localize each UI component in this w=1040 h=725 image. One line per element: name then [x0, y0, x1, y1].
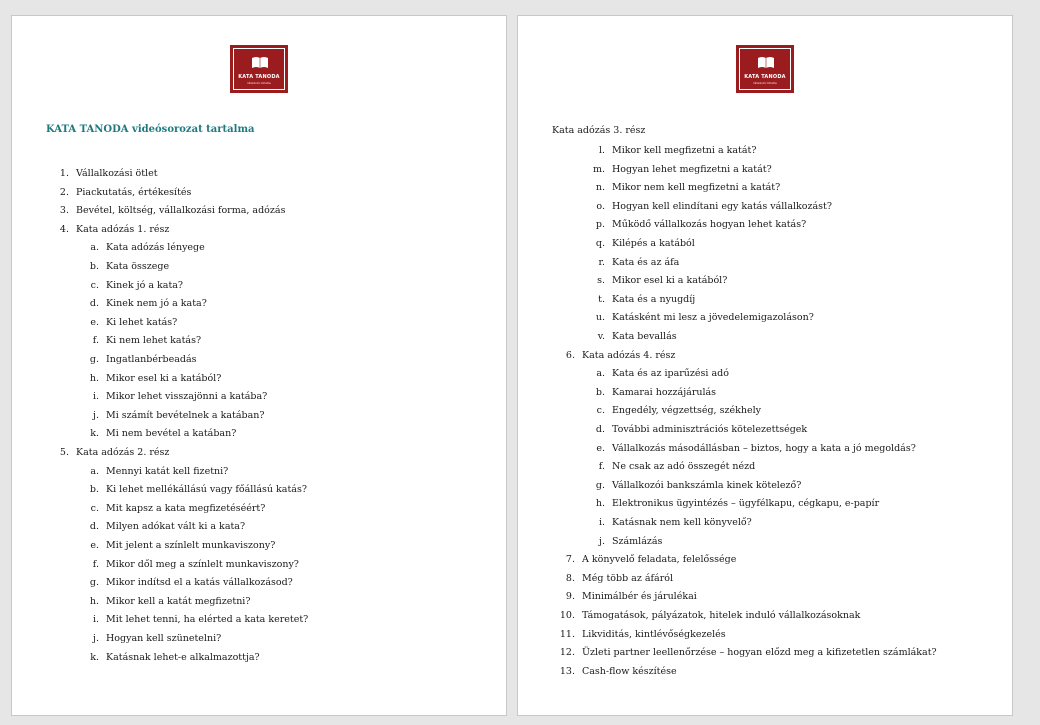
list-marker: 11. [559, 628, 575, 640]
book-icon [251, 56, 269, 69]
list-marker: 1. [59, 168, 69, 179]
list-item-text: Katásnak lehet-e alkalmazottja? [106, 651, 260, 663]
list-item-text: Likviditás, kintlévőségkezelés [582, 628, 726, 640]
list-item-text: Hogyan kell elindítani egy katás vállalkozást? [612, 200, 832, 212]
list-item-text: Támogatások, pályázatok, hitelek induló vállalkozásoknak [582, 610, 861, 621]
list-marker: a. [90, 465, 99, 477]
list-item-text: Kilépés a katából [612, 238, 695, 249]
list-marker: s. [597, 275, 605, 287]
list-item-text: Ingatlanbérbeadás [106, 354, 197, 365]
list-marker: d. [89, 298, 99, 310]
list-item-text: Még több az áfáról [582, 572, 674, 584]
list-marker: c. [90, 502, 99, 514]
list-item-text: Mikor dől meg a színlelt munkaviszony? [106, 558, 299, 570]
list-item-text: Mi számít bevételnek a katában? [106, 409, 265, 421]
list-item-text: Piackutatás, értékesítés [76, 186, 192, 198]
list-item-text: Kata összege [106, 261, 170, 272]
list-marker: u. [595, 312, 605, 324]
list-item-text: Mikor esel ki a katából? [106, 372, 222, 384]
list-marker: 8. [565, 572, 575, 584]
list-item-text: Kamarai hozzájárulás [612, 386, 717, 398]
list-item-text: Kata és az áfa [612, 256, 680, 268]
list-marker: g. [595, 479, 605, 491]
list-marker: f. [92, 558, 99, 570]
list-item-text: Hogyan lehet megfizetni a katát? [612, 163, 772, 175]
list-marker: e. [596, 442, 605, 454]
list-marker: 7. [565, 554, 575, 566]
list-item-text: Milyen adókat vált ki a kata? [106, 521, 246, 533]
list-item-text: Ki lehet mellékállású vagy főállású katás? [106, 484, 307, 496]
list-marker: 6. [565, 349, 575, 361]
list-marker: c. [90, 279, 99, 291]
list-marker: k. [90, 428, 99, 440]
list-marker: f. [92, 335, 99, 347]
list-marker: e. [90, 540, 99, 551]
list-marker: f. [598, 461, 605, 473]
list-marker: 13. [559, 665, 575, 677]
list-item-text: Mikor kell a katát megfizetni? [106, 595, 251, 607]
list-item-text: Kata és az iparűzési adó [612, 368, 729, 380]
list-marker: j. [93, 409, 99, 421]
document-page-2 [517, 15, 1013, 716]
list-item-text: Működő vállalkozás hogyan lehet katás? [612, 219, 807, 231]
list-item-text: Mit kapsz a kata megfizetéséért? [106, 502, 266, 514]
list-item-text: Kata adózás 1. rész [76, 223, 170, 235]
list-marker: j. [93, 633, 99, 644]
list-marker: t. [598, 293, 605, 305]
list-item-text: Vállalkozói bankszámla kinek kötelező? [612, 479, 802, 491]
list-item-text: Vállalkozási ötlet [76, 168, 158, 179]
list-item-text: Mikor kell megfizetni a katát? [612, 145, 757, 156]
document-page-1 [11, 15, 507, 716]
list-item-text: Üzleti partner leellenőrzése – hogyan előzd meg a kifizetetlen számlákat? [582, 647, 937, 659]
list-marker: h. [89, 595, 99, 607]
list-marker: a. [596, 368, 605, 380]
list-marker: 3. [59, 205, 69, 217]
list-item-text: Elektronikus ügyintézés – ügyfélkapu, cégkapu, e-papír [612, 498, 880, 510]
list-marker: 10. [559, 610, 575, 621]
list-item-text: Mennyi katát kell fizetni? [106, 465, 229, 477]
list-marker: 2. [59, 186, 69, 198]
list-marker: g. [89, 354, 99, 365]
list-marker: 9. [565, 591, 575, 603]
list-marker: i. [598, 517, 605, 528]
list-marker: 4. [59, 223, 69, 235]
list-marker: j. [599, 535, 605, 547]
logo-subtitle: Vállalkozói Oktatás [753, 82, 777, 85]
list-item-text: Mi nem bevétel a katában? [106, 428, 237, 440]
list-item-text: További adminisztrációs kötelezettségek [612, 424, 808, 435]
list-marker: n. [595, 182, 605, 194]
list-marker: p. [595, 219, 605, 231]
list-item-text: Számlázás [612, 535, 663, 547]
list-item-text: Ki lehet katás? [106, 316, 178, 328]
list-item-text: Minimálbér és járulékai [582, 591, 697, 603]
list-item-text: Mit lehet tenni, ha elérted a kata keretet? [106, 614, 309, 626]
list-item-text: Katásnak nem kell könyvelő? [612, 517, 752, 528]
list-marker: i. [92, 391, 99, 403]
list-item-text: Kinek jó a kata? [106, 279, 184, 291]
list-marker: b. [595, 386, 605, 398]
list-marker: m. [592, 163, 605, 175]
list-item-text: Ne csak az adó összegét nézd [612, 461, 756, 473]
book-icon [757, 56, 775, 69]
section-heading: Kata adózás 3. rész [552, 125, 646, 136]
list-item-text: Mikor indítsd el a katás vállalkozásod? [106, 577, 293, 589]
list-marker: d. [89, 521, 99, 533]
list-item-text: Kata bevallás [612, 331, 677, 342]
logo-text: KATA TANODA [744, 74, 786, 80]
list-marker: i. [92, 614, 99, 626]
list-item-text: Cash-flow készítése [582, 665, 677, 677]
list-item-text: Katásként mi lesz a jövedelemigazoláson? [612, 312, 814, 324]
list-item-text: Kata és a nyugdíj [612, 293, 696, 305]
list-item-text: Kata adózás 2. rész [76, 447, 170, 458]
list-marker: a. [90, 242, 99, 254]
list-marker: h. [89, 372, 99, 384]
list-item-text: Kinek nem jó a kata? [106, 298, 207, 310]
list-marker: d. [595, 424, 605, 435]
list-marker: h. [595, 498, 605, 510]
list-marker: k. [90, 651, 99, 663]
list-marker: o. [596, 200, 605, 212]
list-marker: 5. [59, 447, 69, 458]
list-marker: b. [89, 484, 99, 496]
logo-text: KATA TANODA [238, 74, 280, 80]
list-marker: c. [596, 405, 605, 417]
list-item-text: Mikor esel ki a katából? [612, 275, 728, 287]
list-marker: v. [597, 331, 605, 342]
list-item-text: Kata adózás 4. rész [582, 349, 676, 361]
list-item-text: Engedély, végzettség, székhely [612, 405, 761, 417]
list-item-text: Mit jelent a színlelt munkaviszony? [106, 540, 276, 551]
list-marker: l. [598, 145, 605, 156]
list-item-text: Bevétel, költség, vállalkozási forma, adózás [76, 205, 286, 217]
list-marker: g. [89, 577, 99, 589]
list-item-text: A könyvelő feladata, felelőssége [582, 554, 737, 566]
kata-tanoda-logo [230, 45, 288, 93]
kata-tanoda-logo [736, 45, 794, 93]
list-item-text: Ki nem lehet katás? [106, 335, 202, 347]
list-marker: 12. [559, 647, 575, 659]
list-marker: b. [89, 261, 99, 272]
list-item-text: Mikor lehet visszajönni a katába? [106, 391, 268, 403]
list-item-text: Vállalkozás másodállásban – biztos, hogy a kata a jó megoldás? [612, 442, 916, 454]
list-item-text: Mikor nem kell megfizetni a katát? [612, 182, 781, 194]
document-title: KATA TANODA videósorozat tartalma [46, 124, 255, 135]
list-item-text: Kata adózás lényege [106, 242, 205, 254]
list-item-text: Hogyan kell szünetelni? [106, 633, 222, 644]
list-marker: r. [598, 256, 605, 268]
logo-subtitle: Vállalkozói Oktatás [247, 82, 271, 85]
list-marker: q. [595, 238, 605, 249]
list-marker: e. [90, 316, 99, 328]
